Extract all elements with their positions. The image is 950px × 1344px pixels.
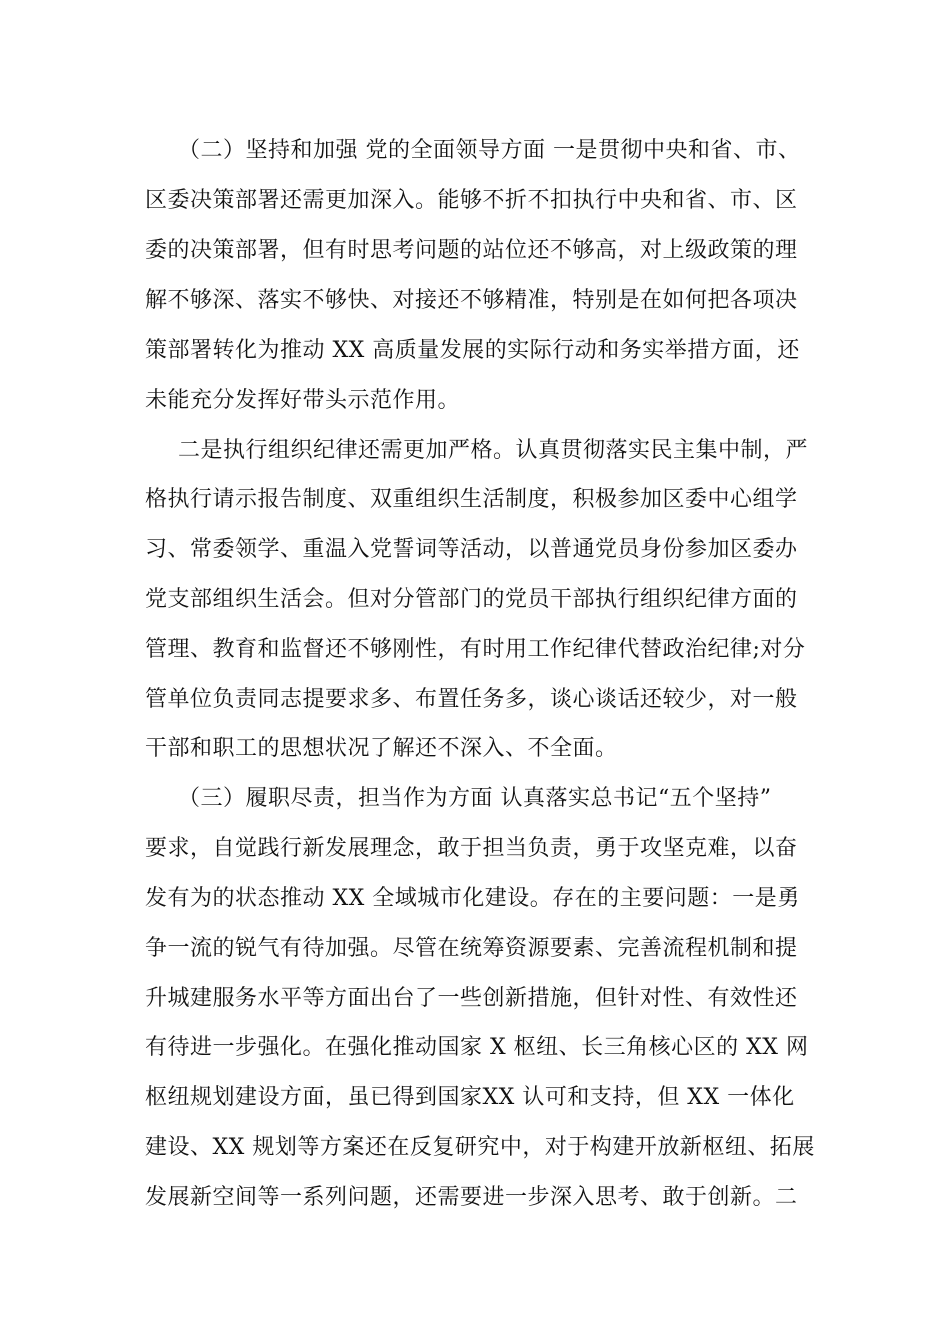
paragraph-3-line-7: 枢纽规划建设方面，虽已得到国家XX 认可和支持，但 XX 一体化 <box>145 1085 795 1110</box>
paragraph-1-line-2: 区委决策部署还需更加深入。能够不折不扣执行中央和省、市、区 <box>145 188 798 213</box>
paragraph-3-line-2: 要求，自觉践行新发展理念，敢于担当负责，勇于攻坚克难，以奋 <box>145 836 798 861</box>
paragraph-2-line-5: 管理、教育和监督还不够刚性，有时用工作纪律代替政治纪律;对分 <box>145 637 806 662</box>
paragraph-2-line-1: 二是执行组织纪律还需更加严格。认真贯彻落实民主集中制，严 <box>178 438 809 463</box>
paragraph-2-line-6: 管单位负责同志提要求多、布置任务多，谈心谈话还较少，对一般 <box>145 687 798 712</box>
paragraph-1-line-1: （二）坚持和加强 党的全面领导方面 一是贯彻中央和省、市、 <box>178 138 801 163</box>
paragraph-3-line-8: 建设、XX 规划等方案还在反复研究中，对于构建开放新枢纽、拓展 <box>145 1135 815 1160</box>
paragraph-3-line-5: 升城建服务水平等方面出台了一些创新措施，但针对性、有效性还 <box>145 986 798 1011</box>
paragraph-1-line-5: 策部署转化为推动 XX 高质量发展的实际行动和务实举措方面，还 <box>145 338 800 363</box>
paragraph-1-line-3: 委的决策部署，但有时思考问题的站位还不够高，对上级政策的理 <box>145 238 798 263</box>
paragraph-2-line-4: 党支部组织生活会。但对分管部门的党员干部执行组织纪律方面的 <box>145 587 798 612</box>
paragraph-1-line-4: 解不够深、落实不够快、对接还不够精准，特别是在如何把各项决 <box>145 288 798 313</box>
paragraph-2-line-3: 习、常委领学、重温入党誓词等活动，以普通党员身份参加区委办 <box>145 537 798 562</box>
paragraph-3-line-9: 发展新空间等一系列问题，还需要进一步深入思考、敢于创新。二 <box>145 1185 798 1210</box>
paragraph-3-line-6: 有待进一步强化。在强化推动国家 X 枢纽、长三角核心区的 XX 网 <box>145 1035 809 1060</box>
paragraph-1-line-6: 未能充分发挥好带头示范作用。 <box>145 388 461 413</box>
paragraph-3-line-1: （三）履职尽责，担当作为方面 认真落实总书记“五个坚持” <box>178 786 772 811</box>
paragraph-2-line-7: 干部和职工的思想状况了解还不深入、不全面。 <box>145 736 618 761</box>
paragraph-3-line-4: 争一流的锐气有待加强。尽管在统筹资源要素、完善流程机制和提 <box>145 936 798 961</box>
paragraph-3-line-3: 发有为的状态推动 XX 全域城市化建设。存在的主要问题：一是勇 <box>145 886 800 911</box>
paragraph-2-line-2: 格执行请示报告制度、双重组织生活制度，积极参加区委中心组学 <box>145 487 798 512</box>
